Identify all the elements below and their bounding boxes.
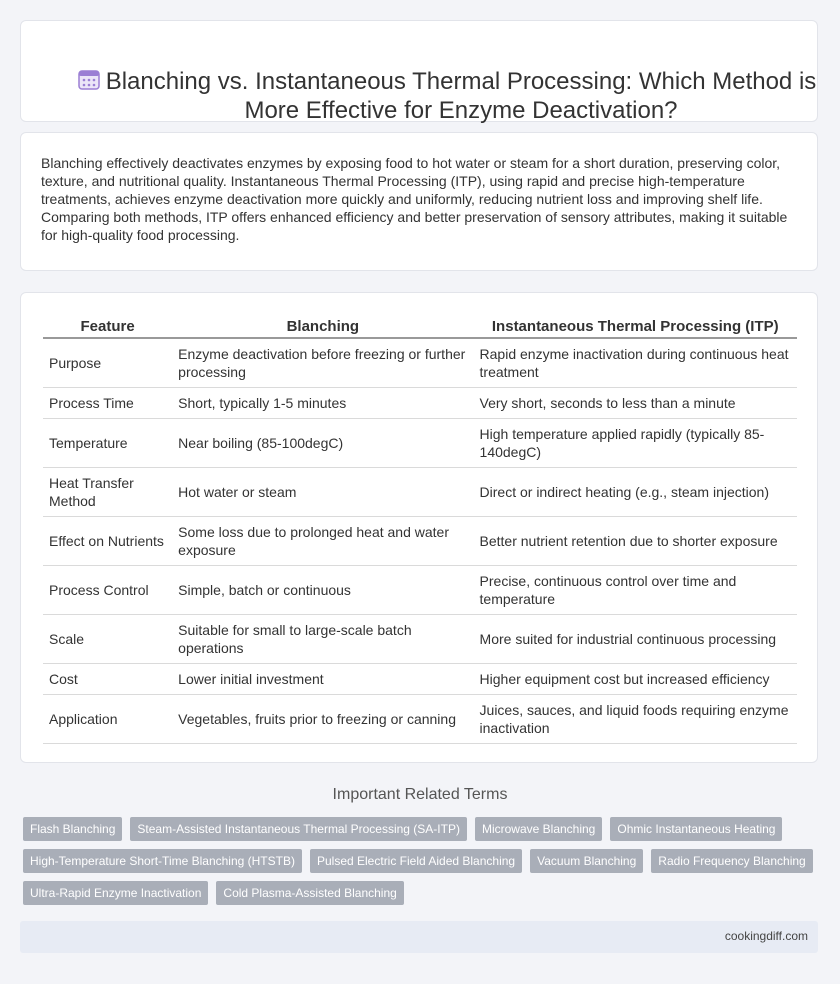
table-cell: Short, typically 1-5 minutes: [172, 387, 473, 418]
calendar-icon: [77, 67, 101, 96]
tag-cold-plasma-blanching[interactable]: Cold Plasma-Assisted Blanching: [216, 881, 403, 905]
page-title: Blanching vs. Instantaneous Thermal Processing: Which Method is More Effective for Enzyme Deactivation?: [105, 68, 817, 124]
tag-pulsed-electric-field[interactable]: Pulsed Electric Field Aided Blanching: [310, 849, 522, 873]
table-cell: Vegetables, fruits prior to freezing or canning: [172, 694, 473, 743]
table-cell: Higher equipment cost but increased efficiency: [474, 663, 797, 694]
table-row: [43, 467, 797, 516]
table-cell: Juices, sauces, and liquid foods requiring enzyme inactivation: [474, 694, 797, 743]
table-cell: Cost: [43, 663, 172, 694]
tag-vacuum-blanching[interactable]: Vacuum Blanching: [530, 849, 643, 873]
table-cell: Process Time: [43, 387, 172, 418]
table-cell: Simple, batch or continuous: [172, 565, 473, 614]
header-itp: Instantaneous Thermal Processing (ITP): [474, 315, 797, 338]
table-cell: Effect on Nutrients: [43, 516, 172, 565]
table-cell: Direct or indirect heating (e.g., steam injection): [474, 467, 797, 516]
table-cell: Hot water or steam: [172, 467, 473, 516]
table-row: [43, 418, 797, 467]
table-cell: Near boiling (85-100degC): [172, 418, 473, 467]
table-row: [43, 663, 797, 694]
table-cell: More suited for industrial continuous processing: [474, 614, 797, 663]
table-row: [43, 338, 797, 387]
header-feature: Feature: [43, 315, 172, 338]
table-row: [43, 387, 797, 418]
table-cell: High temperature applied rapidly (typically 85-140degC): [474, 418, 797, 467]
tag-radio-frequency-blanching[interactable]: Radio Frequency Blanching: [651, 849, 812, 873]
tag-sa-itp[interactable]: Steam-Assisted Instantaneous Thermal Processing (SA-ITP): [130, 817, 467, 841]
summary-card: [20, 132, 818, 271]
tag-microwave-blanching[interactable]: Microwave Blanching: [475, 817, 602, 841]
table-cell: Suitable for small to large-scale batch operations: [172, 614, 473, 663]
table-cell: Temperature: [43, 418, 172, 467]
footer-site-link[interactable]: cookingdiff.com: [724, 929, 808, 943]
table-cell: Lower initial investment: [172, 663, 473, 694]
table-row: [43, 694, 797, 743]
table-cell: Application: [43, 694, 172, 743]
tag-ultra-rapid-inactivation[interactable]: Ultra-Rapid Enzyme Inactivation: [23, 881, 208, 905]
tag-flash-blanching[interactable]: Flash Blanching: [23, 817, 122, 841]
table-cell: Some loss due to prolonged heat and water exposure: [172, 516, 473, 565]
table-row: [43, 516, 797, 565]
table-cell: Better nutrient retention due to shorter exposure: [474, 516, 797, 565]
title-card: [20, 20, 818, 122]
comparison-table: [43, 315, 797, 744]
table-cell: Precise, continuous control over time and temperature: [474, 565, 797, 614]
table-row: [43, 614, 797, 663]
comparison-table-card: [20, 292, 818, 763]
header-blanching: Blanching: [172, 315, 473, 338]
table-cell: Very short, seconds to less than a minute: [474, 387, 797, 418]
footer: [20, 921, 818, 953]
tag-htstb[interactable]: High-Temperature Short-Time Blanching (HTSTB): [23, 849, 302, 873]
table-cell: Scale: [43, 614, 172, 663]
related-terms-heading: Important Related Terms: [332, 786, 508, 803]
summary-text: Blanching effectively deactivates enzymes by exposing food to hot water or steam for a short duration, preserving color, texture, and nutritional quality. Instantaneous Thermal Processing (ITP), using rapid and precise high-temperature treatments, achieves enzyme deactivation more quickly and uniformly, reducing nutrient loss and improving shelf life. Comparing both methods, ITP offers enhanced efficiency and better preservation of sensory attributes, making it suitable for high-quality food processing.: [41, 155, 788, 243]
table-row: [43, 565, 797, 614]
table-cell: Heat Transfer Method: [43, 467, 172, 516]
table-cell: Process Control: [43, 565, 172, 614]
related-terms-tags: [23, 817, 823, 905]
table-cell: Purpose: [43, 338, 172, 387]
table-header-row: [43, 315, 797, 338]
table-cell: Rapid enzyme inactivation during continuous heat treatment: [474, 338, 797, 387]
tag-ohmic-heating[interactable]: Ohmic Instantaneous Heating: [610, 817, 782, 841]
table-cell: Enzyme deactivation before freezing or further processing: [172, 338, 473, 387]
